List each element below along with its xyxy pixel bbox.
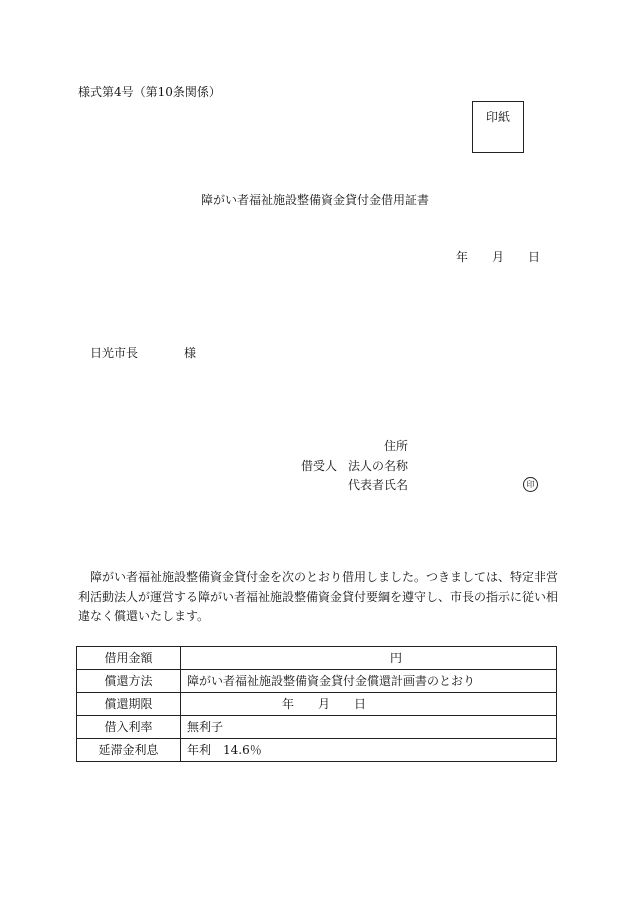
document-date: 年 月 日	[456, 250, 541, 264]
addressee-honorific: 様	[184, 346, 197, 360]
body-line: 利活動法人が運営する障がい者福祉施設整備資金貸付要綱を遵守し、市長の指示に従い相	[78, 589, 559, 604]
document-title: 障がい者福祉施設整備資金貸付金借用証書	[200, 193, 429, 207]
body-line: 障がい者福祉施設整備資金貸付金を次のとおり借用しました。つきましては、特定非営	[90, 570, 559, 584]
row-label: 償還方法	[77, 670, 181, 693]
table-row-repayment-deadline	[77, 693, 557, 716]
revenue-stamp-label: 印紙	[485, 110, 510, 124]
body-paragraph	[78, 568, 578, 627]
seal-mark-icon: 印	[523, 477, 538, 492]
row-label: 借用金額	[77, 647, 181, 670]
borrower-corporation-label: 法人の名称	[347, 459, 408, 473]
table-row-interest-rate	[77, 716, 557, 739]
loan-terms-table	[76, 646, 557, 762]
table-row-loan-amount	[77, 647, 557, 670]
row-value: 無利子	[181, 716, 557, 739]
borrower-address-label: 住所	[383, 439, 408, 453]
row-value: 年 月 日	[181, 693, 557, 716]
row-label: 延滞金利息	[77, 739, 181, 762]
row-value: 年利 14.6％	[181, 739, 557, 762]
row-value: 円	[181, 647, 557, 670]
table-row-repayment-method	[77, 670, 557, 693]
row-value: 障がい者福祉施設整備資金貸付金償還計画書のとおり	[181, 670, 557, 693]
row-label: 借入利率	[77, 716, 181, 739]
body-line: 違なく償還いたします。	[78, 609, 210, 623]
addressee-name: 日光市長	[90, 346, 139, 360]
revenue-stamp-box	[472, 101, 524, 153]
borrower-representative-label: 代表者氏名	[347, 478, 408, 492]
table-row-late-interest	[77, 739, 557, 762]
row-label: 償還期限	[77, 693, 181, 716]
borrower-role-label: 借受人	[301, 459, 338, 473]
form-number: 様式第4号（第10条関係）	[78, 85, 221, 99]
